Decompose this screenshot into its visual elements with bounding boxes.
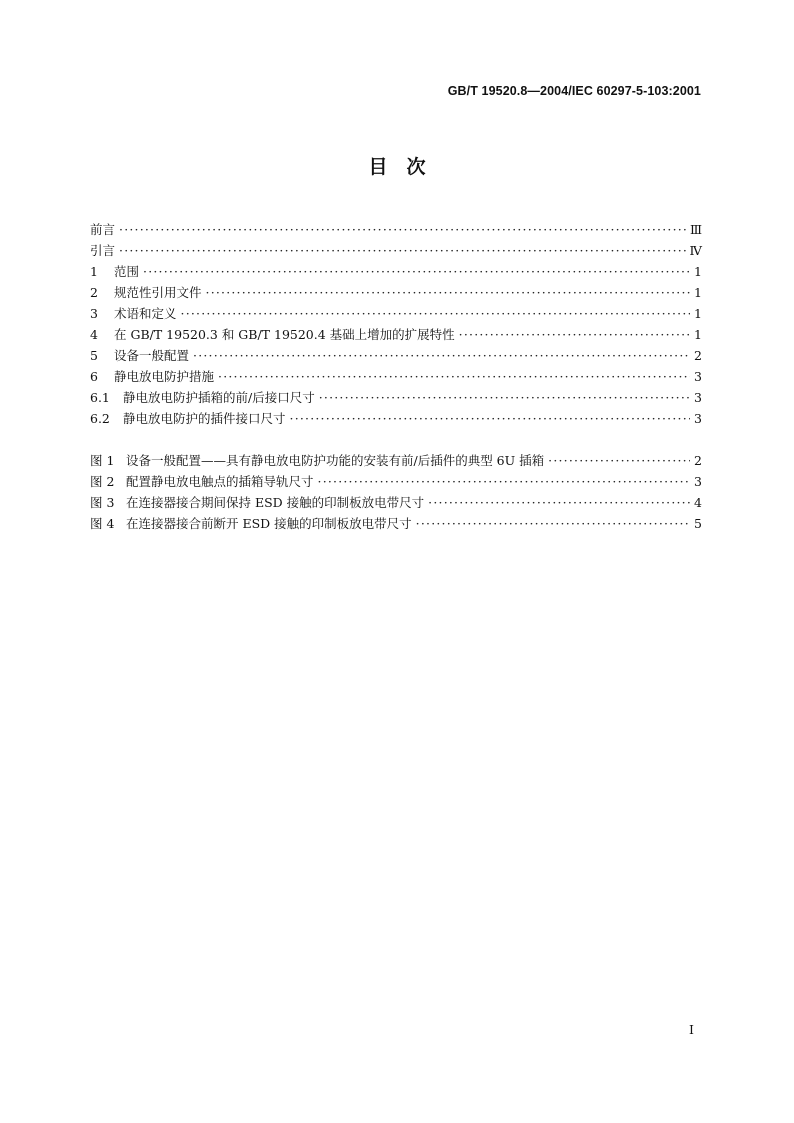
figure-entry-number: 图 2 [90,474,115,489]
toc-entry-introduction[interactable] [90,241,702,262]
toc-entry-page: 1 [694,285,702,300]
figure-entry-4[interactable] [90,514,702,535]
toc-entry-section-2[interactable] [90,283,702,304]
toc-leader-dots [290,411,690,426]
toc-entry-page: 3 [694,369,702,384]
toc-entry-title: 静电放电防护的插件接口尺寸 [123,411,286,426]
standard-code: GB/T 19520.8—2004/IEC 60297-5-103:2001 [447,84,701,98]
figure-entry-title: 设备一般配置——具有静电放电防护功能的安装有前/后插件的典型 6U 插箱 [126,453,545,468]
toc-entry-number: 6.2 [90,411,110,426]
figure-entry-1[interactable] [90,451,702,472]
figure-entry-number: 图 3 [90,495,115,510]
figure-entry-title: 在连接器接合前断开 ESD 接触的印制板放电带尺寸 [126,516,412,531]
toc-entry-page: 1 [694,264,702,279]
toc-leader-dots [548,453,690,468]
toc-entry-section-4[interactable] [90,325,702,346]
toc-entry-page: 1 [694,306,702,321]
toc-entry-title: 引言 [90,243,116,258]
toc-leader-dots [181,306,690,321]
figure-entry-title: 在连接器接合期间保持 ESD 接触的印制板放电带尺寸 [126,495,425,510]
toc-entry-title: 静电放电防护插箱的前/后接口尺寸 [123,390,315,405]
toc-leader-dots [416,516,690,531]
figure-entry-title: 配置静电放电触点的插箱导轨尺寸 [126,474,314,489]
figure-entry-page: 4 [694,495,702,510]
toc-entry-section-1[interactable] [90,262,702,283]
toc-entry-title: 范围 [114,264,140,279]
toc-leader-dots [143,264,690,279]
toc-entry-title: 在 GB/T 19520.3 和 GB/T 19520.4 基础上增加的扩展特性 [114,327,455,342]
toc-leader-dots [119,243,685,258]
page-number: I [689,1022,694,1037]
toc-leader-dots [428,495,690,510]
toc-entry-section-6[interactable] [90,367,702,388]
figure-entry-3[interactable] [90,493,702,514]
toc-entry-foreword[interactable] [90,220,702,241]
toc-entry-title: 前言 [90,222,116,237]
toc-entry-number: 1 [90,264,98,279]
page-title: 目 次 [368,156,426,178]
figure-entry-page: 3 [694,474,702,489]
figure-entry-number: 图 1 [90,453,115,468]
toc-leader-dots [218,369,690,384]
toc-entry-section-5[interactable] [90,346,702,367]
list-of-figures [90,451,702,535]
toc-entry-number: 3 [90,306,98,321]
toc-entry-title: 静电放电防护措施 [114,369,215,384]
toc-entry-title: 规范性引用文件 [114,285,202,300]
toc-leader-dots [193,348,690,363]
toc-entry-page: Ⅳ [689,243,702,258]
toc-entry-number: 5 [90,348,98,363]
toc-entry-number: 2 [90,285,98,300]
toc-entry-title: 术语和定义 [114,306,177,321]
figure-entry-page: 2 [694,453,702,468]
toc-leader-dots [119,222,686,237]
toc-entry-page: 3 [694,390,702,405]
toc-entry-page: 3 [694,411,702,426]
toc-entry-page: 1 [694,327,702,342]
toc-entry-section-3[interactable] [90,304,702,325]
toc-entry-section-6-1[interactable] [90,388,702,409]
toc-entry-page: Ⅲ [689,222,702,237]
figure-entry-number: 图 4 [90,516,115,531]
toc-entry-section-6-2[interactable] [90,409,702,430]
toc-leader-dots [318,474,690,489]
table-of-contents [90,220,702,430]
toc-leader-dots [319,390,690,405]
toc-leader-dots [459,327,690,342]
toc-entry-number: 6 [90,369,98,384]
toc-entry-title: 设备一般配置 [114,348,190,363]
toc-leader-dots [206,285,690,300]
toc-entry-page: 2 [694,348,702,363]
figure-entry-page: 5 [694,516,702,531]
toc-entry-number: 4 [90,327,98,342]
figure-entry-2[interactable] [90,472,702,493]
toc-entry-number: 6.1 [90,390,110,405]
